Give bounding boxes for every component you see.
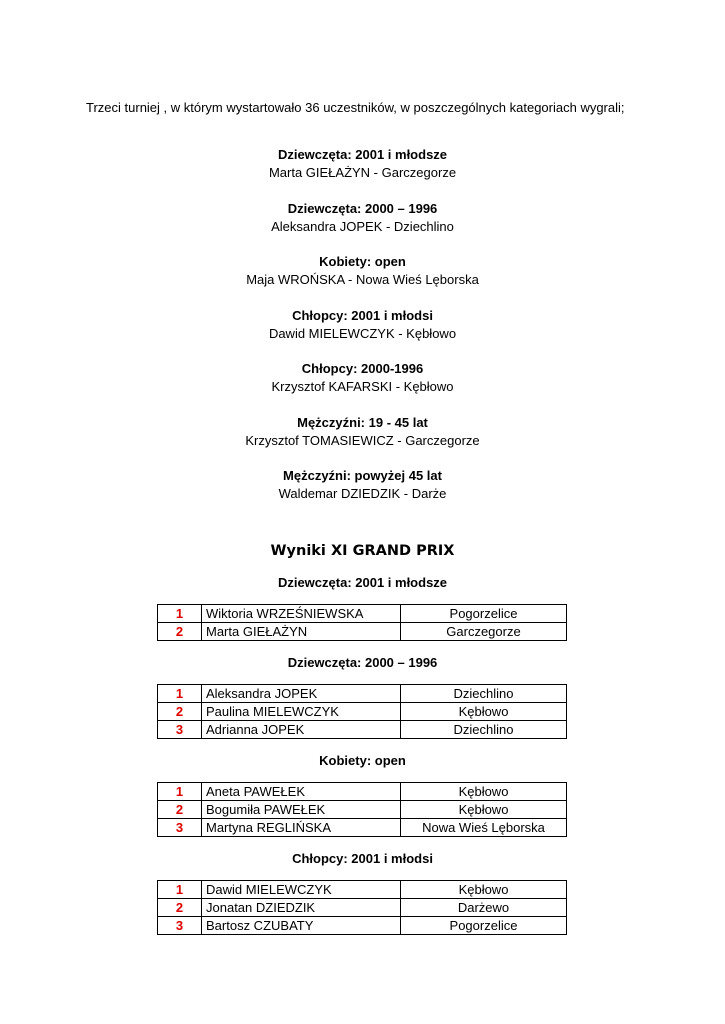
results-table <box>157 782 567 837</box>
table-row <box>158 899 567 917</box>
name-cell: Marta GIEŁAŻYN <box>202 623 401 641</box>
name-cell: Adrianna JOPEK <box>202 721 401 739</box>
place-cell: 2 <box>158 623 202 641</box>
table-row <box>158 721 567 739</box>
winner-line: Maja WROŃSKA - Nowa Wieś Lęborska <box>246 272 479 287</box>
category-heading: Mężczyźni: powyżej 45 lat <box>283 468 442 483</box>
table-row <box>158 783 567 801</box>
place-cell: 3 <box>158 917 202 935</box>
name-cell: Dawid MIELEWCZYK <box>202 881 401 899</box>
place-cell: 3 <box>158 721 202 739</box>
winner-block <box>0 307 725 361</box>
winner-block <box>0 146 725 200</box>
town-cell: Kębłowo <box>401 703 567 721</box>
table-row <box>158 917 567 935</box>
name-cell: Jonatan DZIEDZIK <box>202 899 401 917</box>
place-cell: 2 <box>158 703 202 721</box>
place-cell: 2 <box>158 899 202 917</box>
place-cell: 1 <box>158 783 202 801</box>
place-cell: 1 <box>158 605 202 623</box>
winner-line: Krzysztof KAFARSKI - Kębłowo <box>271 379 454 394</box>
results-table <box>157 880 567 935</box>
winner-block <box>0 200 725 254</box>
results-group-heading <box>0 850 725 868</box>
winner-line: Marta GIEŁAŻYN - Garczegorze <box>268 165 457 180</box>
tournament-winners <box>0 146 725 521</box>
town-cell: Nowa Wieś Lęborska <box>401 819 567 837</box>
table-row <box>158 605 567 623</box>
winner-block <box>0 467 725 521</box>
category-heading: Kobiety: open <box>319 753 406 768</box>
town-cell: Garczegorze <box>401 623 567 641</box>
town-cell: Pogorzelice <box>401 605 567 623</box>
grand-prix-title: Wyniki XI GRAND PRIX <box>270 543 455 559</box>
table-row <box>158 819 567 837</box>
results-group-heading <box>0 752 725 770</box>
category-heading: Chłopcy: 2001 i młodsi <box>292 851 433 866</box>
place-cell: 3 <box>158 819 202 837</box>
town-cell: Pogorzelice <box>401 917 567 935</box>
town-cell: Kębłowo <box>401 783 567 801</box>
winner-line: Waldemar DZIEDZIK - Darże <box>278 486 447 501</box>
winner-block <box>0 360 725 414</box>
intro-paragraph: Trzeci turniej , w którym wystartowało 36 uczestników, w poszczególnych kategoriach wygrali; <box>86 100 625 115</box>
name-cell: Martyna REGLIŃSKA <box>202 819 401 837</box>
results-group-heading <box>0 574 725 592</box>
winner-line: Dawid MIELEWCZYK - Kębłowo <box>268 325 457 341</box>
category-heading: Dziewczęta: 2000 – 1996 <box>287 655 438 670</box>
results-table <box>157 604 567 641</box>
table-row <box>158 881 567 899</box>
town-cell: Darżewo <box>401 899 567 917</box>
category-heading: Mężczyźni: 19 - 45 lat <box>297 414 428 430</box>
winner-block <box>0 253 725 307</box>
place-cell: 2 <box>158 801 202 819</box>
table-row <box>158 801 567 819</box>
winner-block <box>0 414 725 468</box>
category-heading: Dziewczęta: 2001 i młodsze <box>277 147 448 162</box>
town-cell: Kębłowo <box>401 801 567 819</box>
place-cell: 1 <box>158 881 202 899</box>
results-table <box>157 684 567 739</box>
table-row <box>158 703 567 721</box>
category-heading: Chłopcy: 2001 i młodsi <box>292 307 433 323</box>
name-cell: Wiktoria WRZEŚNIEWSKA <box>202 605 401 623</box>
town-cell: Dziechlino <box>401 721 567 739</box>
category-heading: Dziewczęta: 2001 i młodsze <box>277 575 448 590</box>
name-cell: Paulina MIELEWCZYK <box>202 703 401 721</box>
place-cell: 1 <box>158 685 202 703</box>
category-heading: Chłopcy: 2000-1996 <box>301 361 424 376</box>
name-cell: Bartosz CZUBATY <box>202 917 401 935</box>
winner-line: Aleksandra JOPEK - Dziechlino <box>271 218 454 234</box>
category-heading: Dziewczęta: 2000 – 1996 <box>287 200 438 216</box>
town-cell: Dziechlino <box>401 685 567 703</box>
name-cell: Aneta PAWEŁEK <box>202 783 401 801</box>
table-row <box>158 685 567 703</box>
town-cell: Kębłowo <box>401 881 567 899</box>
winner-line: Krzysztof TOMASIEWICZ - Garczegorze <box>245 432 480 448</box>
name-cell: Bogumiła PAWEŁEK <box>202 801 401 819</box>
results-group-heading <box>0 654 725 672</box>
table-row <box>158 623 567 641</box>
category-heading: Kobiety: open <box>319 254 406 269</box>
name-cell: Aleksandra JOPEK <box>202 685 401 703</box>
